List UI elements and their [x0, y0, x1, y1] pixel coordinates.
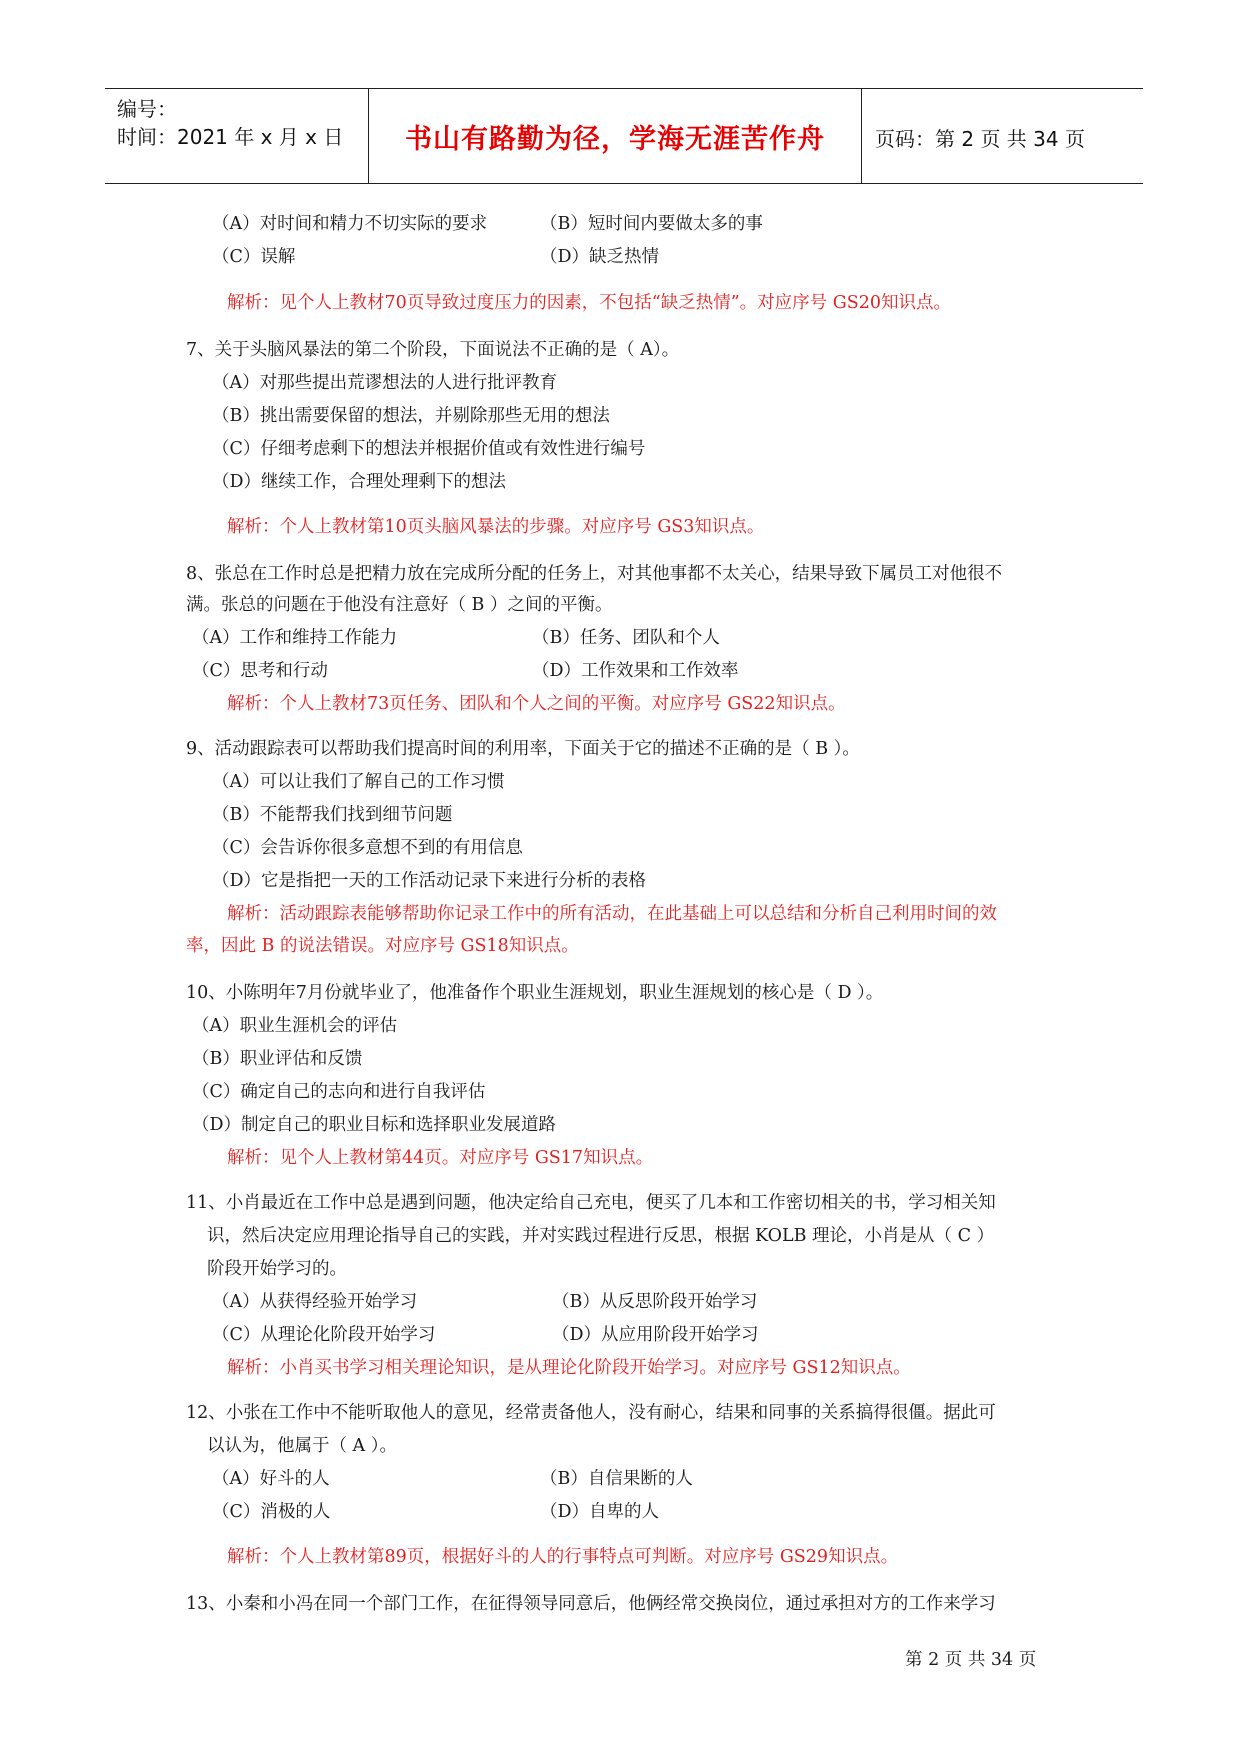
option-line: （A）职业生涯机会的评估 [192, 1016, 398, 1036]
option-line: （A）对时间和精力不切实际的要求 [212, 214, 488, 234]
option-line: （A）好斗的人 [212, 1469, 330, 1489]
option-line: （D）它是指把一天的工作活动记录下来进行分析的表格 [212, 871, 647, 891]
analysis-line: 解析：个人上教材第89页，根据好斗的人的行事特点可判断。对应序号 GS29知识点。 [227, 1547, 899, 1567]
header-time-label: 时间：2021 年 x 月 x 日 [117, 125, 344, 149]
option-line: （B）不能帮我们找到细节问题 [212, 805, 453, 825]
question-line: 识，然后决定应用理论指导自己的实践，并对实践过程进行反思，根据 KOLB 理论，小肖是从（ C ） [207, 1226, 995, 1246]
question-line: 12、小张在工作中不能听取他人的意见，经常责备他人，没有耐心，结果和同事的关系搞得很僵。据此可 [186, 1403, 996, 1423]
option-line: （C）误解 [212, 247, 296, 267]
analysis-line: 解析：小肖买书学习相关理论知识，是从理论化阶段开始学习。对应序号 GS12知识点。 [227, 1358, 911, 1378]
analysis-line: 解析：见个人上教材70页导致过度压力的因素，不包括“缺乏热情”。对应序号 GS20知识点。 [227, 293, 951, 313]
option-line: （C）确定自己的志向和进行自我评估 [192, 1082, 486, 1102]
header-info [117, 95, 343, 151]
option-line: （D）从应用阶段开始学习 [552, 1325, 759, 1345]
option-line: （B）挑出需要保留的想法，并剔除那些无用的想法 [212, 406, 610, 426]
option-line: （C）仔细考虑剩下的想法并根据价值或有效性进行编号 [212, 439, 646, 459]
option-line: （D）制定自己的职业目标和选择职业发展道路 [192, 1115, 557, 1135]
question-line: 7、关于头脑风暴法的第二个阶段，下面说法不正确的是（ A）。 [186, 340, 680, 360]
question-line: 满。张总的问题在于他没有注意好（ B ）之间的平衡。 [186, 595, 613, 615]
analysis-line: 率，因此 B 的说法错误。对应序号 GS18知识点。 [186, 936, 579, 956]
option-line: （A）从获得经验开始学习 [212, 1292, 418, 1312]
option-line: （A）可以让我们了解自己的工作习惯 [212, 772, 505, 792]
question-line: 阶段开始学习的。 [207, 1259, 347, 1279]
analysis-line: 解析：活动跟踪表能够帮助你记录工作中的所有活动，在此基础上可以总结和分析自己利用时间的效 [227, 904, 997, 924]
option-line: （D）工作效果和工作效率 [532, 661, 739, 681]
question-line: 以认为，他属于（ A ）。 [207, 1436, 398, 1456]
header-motto: 书山有路勤为径，学海无涯苦作舟 [405, 124, 825, 155]
page-footer: 第 2 页 共 34 页 [905, 1650, 1037, 1670]
question-line: 8、张总在工作时总是把精力放在完成所分配的任务上，对其他事都不太关心，结果导致下属员工对他很不 [186, 564, 1003, 584]
header-divider-right [861, 89, 862, 183]
option-line: （B）职业评估和反馈 [192, 1049, 363, 1069]
option-line: （D）自卑的人 [540, 1502, 660, 1522]
option-line: （C）会告诉你很多意想不到的有用信息 [212, 838, 523, 858]
option-line: （C）消极的人 [212, 1502, 331, 1522]
option-line: （B）从反思阶段开始学习 [552, 1292, 758, 1312]
option-line: （B）任务、团队和个人 [532, 628, 720, 648]
analysis-line: 解析：见个人上教材第44页。对应序号 GS17知识点。 [227, 1148, 654, 1168]
option-line: （C）思考和行动 [192, 661, 328, 681]
analysis-line: 解析：个人上教材73页任务、团队和个人之间的平衡。对应序号 GS22知识点。 [227, 694, 846, 714]
header-page-label: 页码：第 2 页 共 34 页 [875, 127, 1085, 151]
question-line: 9、活动跟踪表可以帮助我们提高时间的利用率，下面关于它的描述不正确的是（ B ）。 [186, 739, 860, 759]
option-line: （A）对那些提出荒谬想法的人进行批评教育 [212, 373, 558, 393]
option-line: （B）自信果断的人 [540, 1469, 693, 1489]
option-line: （A）工作和维持工作能力 [192, 628, 398, 648]
question-line: 10、小陈明年7月份就毕业了，他准备作个职业生涯规划，职业生涯规划的核心是（ D ）。 [186, 983, 884, 1003]
question-line: 11、小肖最近在工作中总是遇到问题，他决定给自己充电，便买了几本和工作密切相关的书，学习相关知 [186, 1193, 996, 1213]
option-line: （D）继续工作，合理处理剩下的想法 [212, 472, 507, 492]
header-number-label: 编号： [117, 97, 177, 121]
question-line: 13、小秦和小冯在同一个部门工作，在征得领导同意后，他俩经常交换岗位，通过承担对方的工作来学习 [186, 1594, 996, 1614]
analysis-line: 解析：个人上教材第10页头脑风暴法的步骤。对应序号 GS3知识点。 [227, 517, 765, 537]
option-line: （C）从理论化阶段开始学习 [212, 1325, 436, 1345]
page-header [105, 88, 1143, 184]
option-line: （D）缺乏热情 [540, 247, 660, 267]
option-line: （B）短时间内要做太多的事 [540, 214, 763, 234]
